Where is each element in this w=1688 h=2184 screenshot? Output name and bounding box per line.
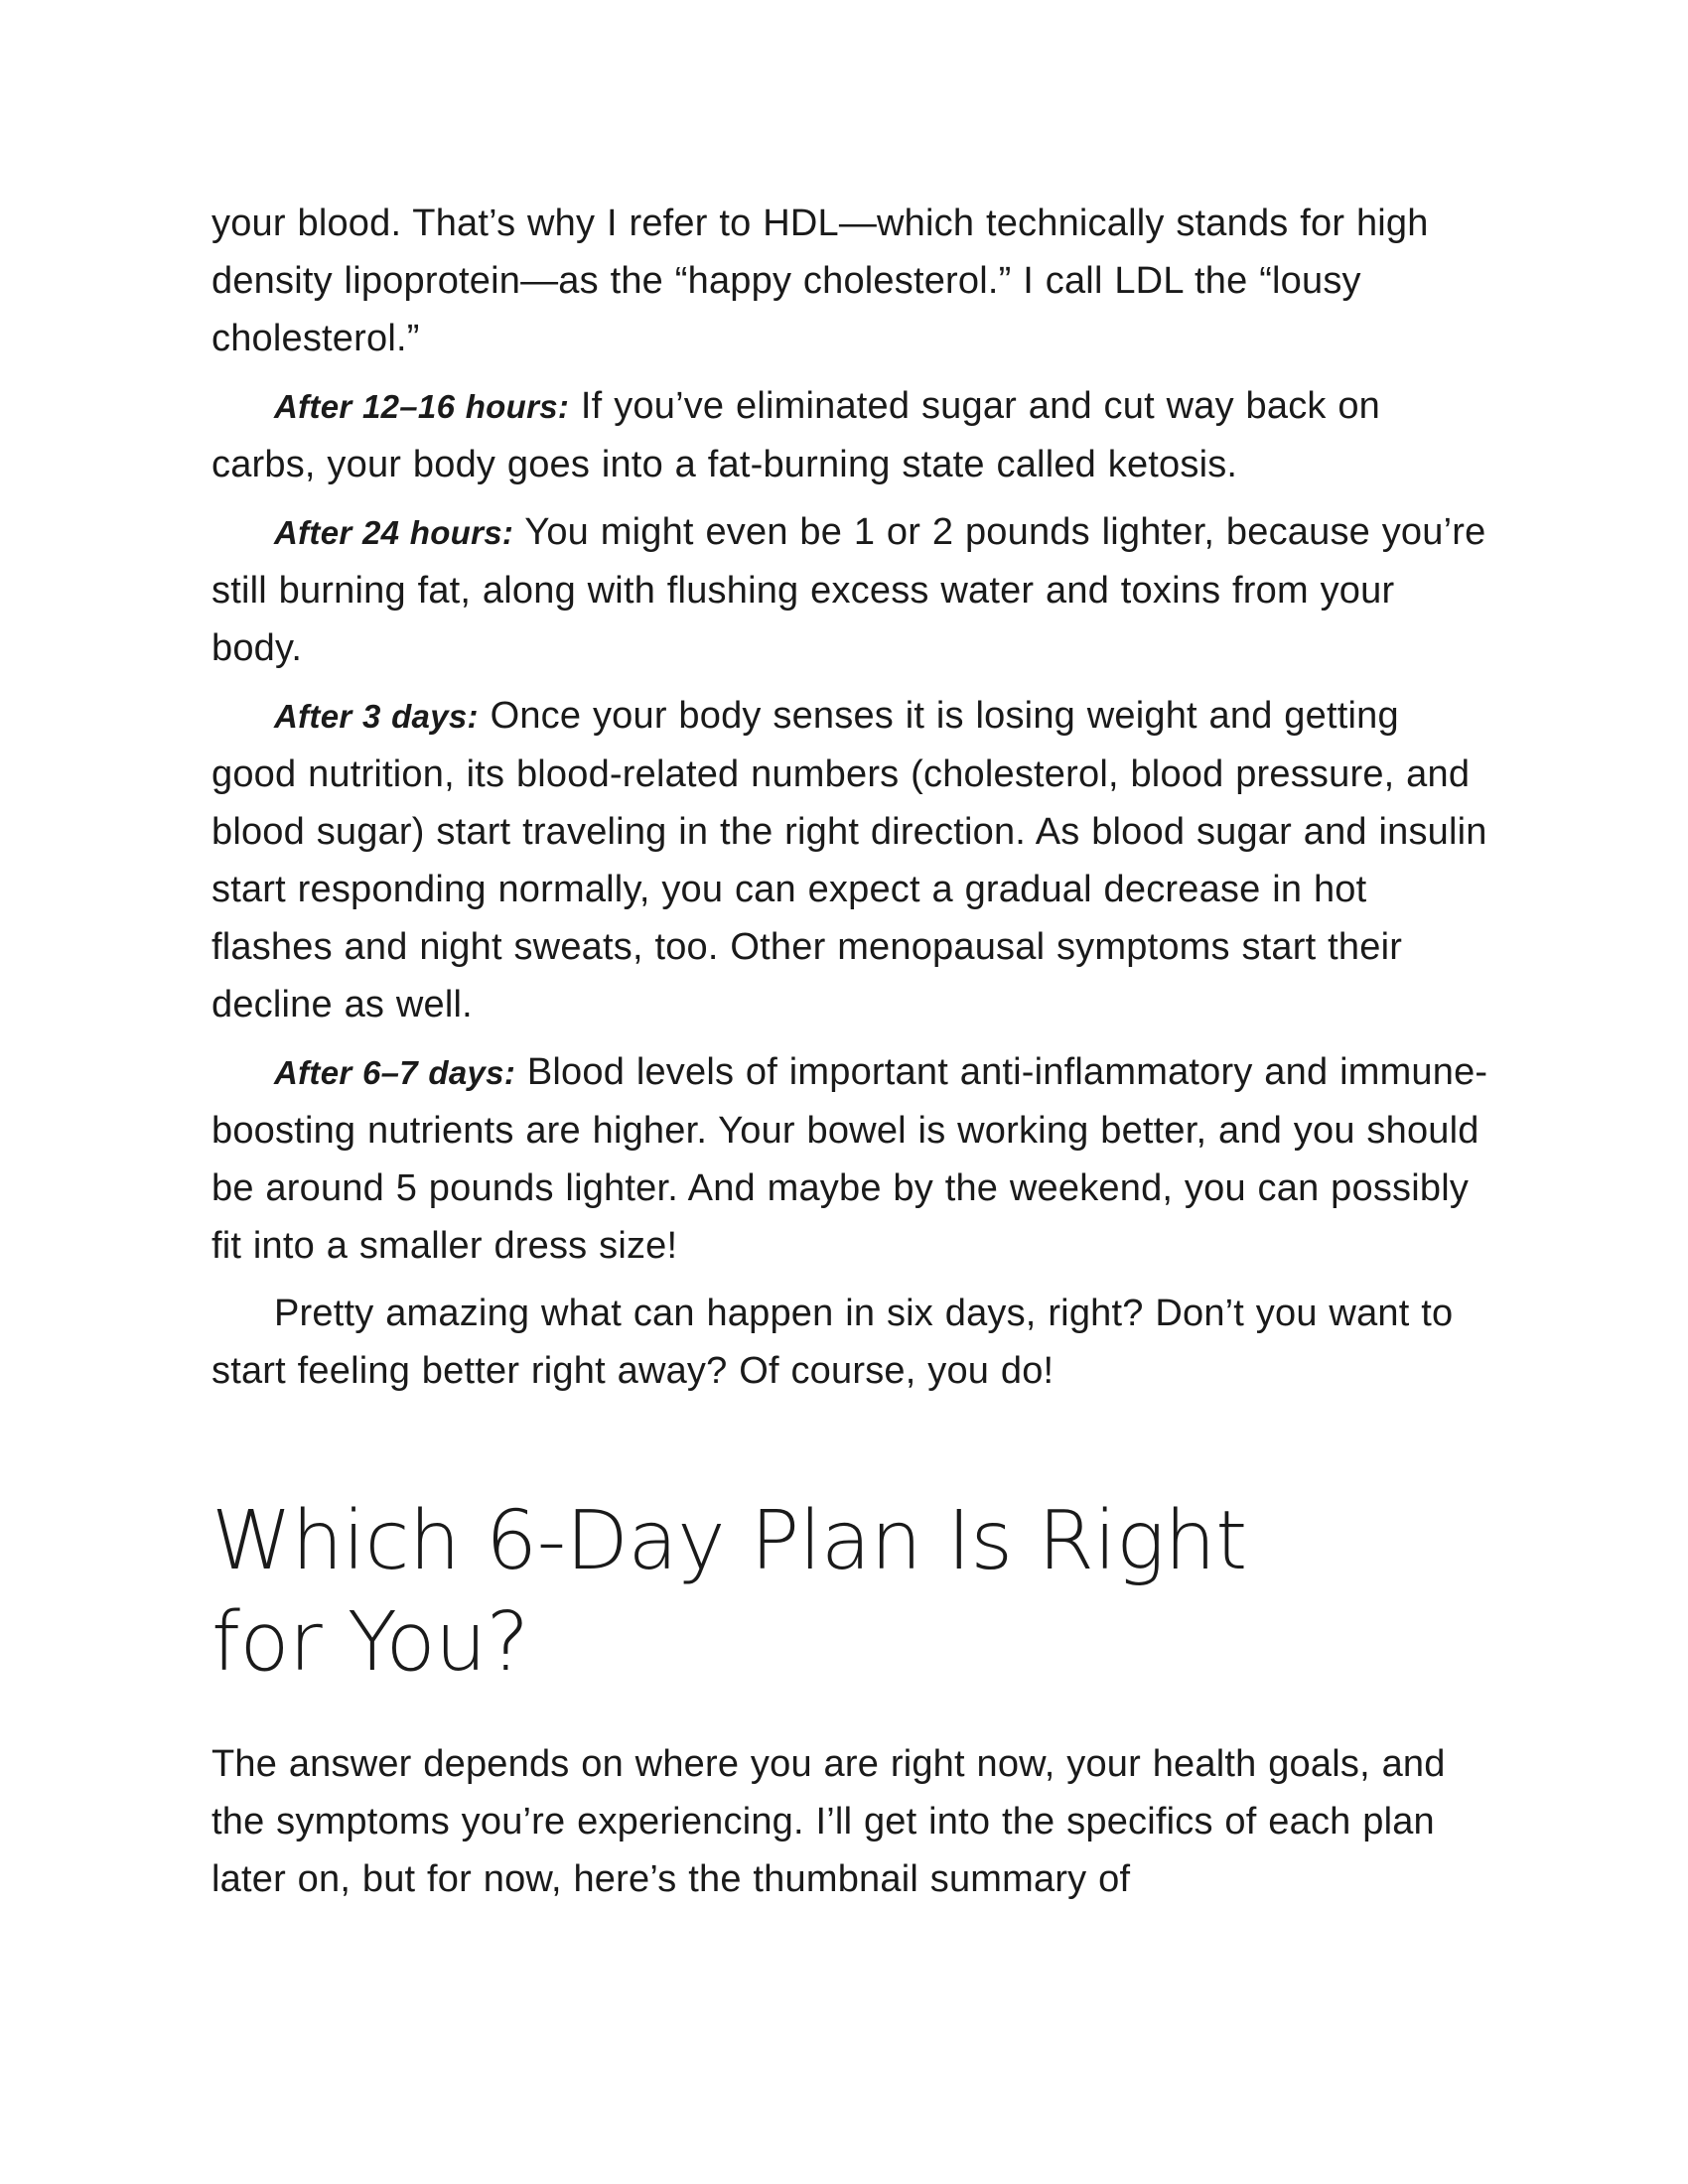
book-page [211,195,1492,1908]
paragraph-hdl-cholesterol [211,195,1492,367]
section-intro-paragraph [211,1735,1492,1908]
paragraph-after-24-hours [211,503,1492,677]
paragraph-text: If you’ve eliminated sugar and cut way back on carbs, your body goes into a fat-burning state called ketosis. [211,385,1381,485]
paragraph-after-6-7-days [211,1043,1492,1275]
paragraph-after-3-days [211,687,1492,1033]
run-in-heading: After 24 hours: [274,514,514,551]
run-in-heading: After 3 days: [274,698,479,735]
run-in-heading: After 6–7 days: [274,1054,516,1091]
paragraph-text: Pretty amazing what can happen in six days, right? Don’t you want to start feeling better right away? Of course, you do! [211,1293,1454,1392]
paragraph-after-12-16-hours [211,377,1492,493]
paragraph-text: your blood. That’s why I refer to HDL—which technically stands for high density lipoprotein—as the “happy cholesterol.” I call LDL the “lousy cholesterol.” [211,203,1429,359]
paragraph-text: Once your body senses it is losing weight and getting good nutrition, its blood-related numbers (cholesterol, blood pressure, and blood sugar) start traveling in the right direction. As blood sugar and insulin start responding normally, you can expect a gradual decrease in hot flashes and night sweats, too. Other menopausal symptoms start their decline as well. [211,695,1487,1025]
paragraph-text: You might even be 1 or 2 pounds lighter, because you’re still burning fat, along with flushing excess water and toxins from your body. [211,511,1486,669]
paragraph-text: The answer depends on where you are right now, your health goals, and the symptoms you’re experiencing. I’ll get into the specifics of each plan later on, but for now, here’s the thumbnail summary of [211,1743,1446,1900]
paragraph-text: Blood levels of important anti-inflammatory and immune-boosting nutrients are higher. Your bowel is working better, and you should be around 5 pounds lighter. And maybe by the weekend, you can possibly fit into a smaller dress size! [211,1051,1488,1267]
paragraph-pretty-amazing [211,1285,1492,1400]
run-in-heading: After 12–16 hours: [274,388,570,425]
section-heading: Which 6-Day Plan Is Right for You? [211,1494,1247,1690]
